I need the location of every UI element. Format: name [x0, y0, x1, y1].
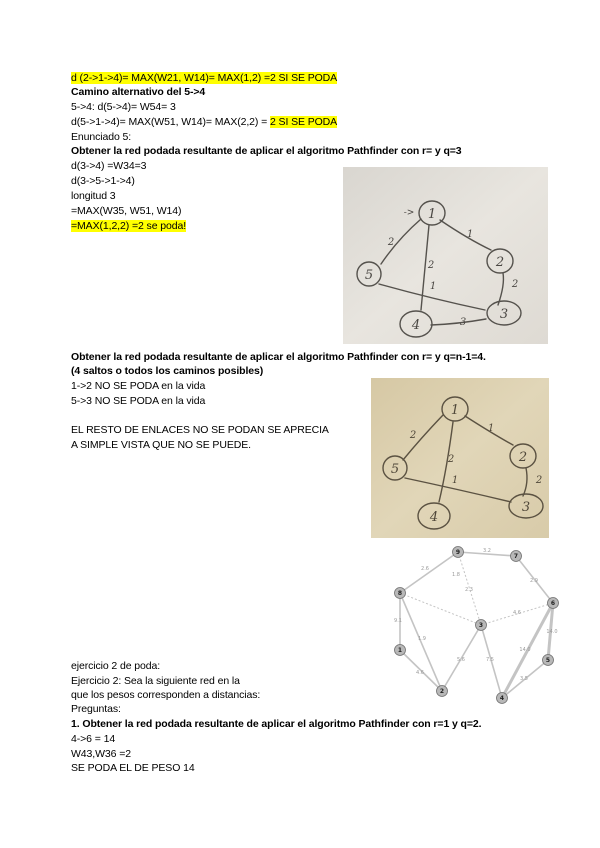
node-2-label: 2 — [439, 688, 445, 695]
weight-1-2: 1 — [487, 423, 495, 434]
weight-6-5: 14.0 — [546, 629, 558, 635]
line-1 — [71, 72, 337, 85]
weight-3-6: 4.6 — [513, 610, 521, 616]
arrow-mark: -> — [403, 208, 415, 218]
weight-1-2: 4.6 — [416, 670, 424, 676]
sketch-2-svg — [371, 378, 549, 538]
weight-8-2: 1.9 — [418, 636, 426, 642]
line-24: W43,W36 =2 — [71, 748, 131, 760]
line-17: A SIMPLE VISTA QUE NO SE PUEDE. — [71, 439, 251, 451]
line-11 — [71, 220, 186, 233]
weight-8-3: 2.3 — [465, 587, 473, 593]
weight-1-5: 2 — [387, 237, 395, 248]
node-3-label: 3 — [499, 307, 509, 322]
line-10: =MAX(W35, W51, W14) — [71, 205, 182, 217]
line-6: Obtener la red podada resultante de aplicar el algoritmo Pathfinder con r= y q=3 — [71, 145, 462, 157]
weight-8-1: 9.1 — [394, 618, 402, 624]
weight-9-8: 2.6 — [421, 566, 429, 572]
weight-3-2: 5.6 — [457, 657, 465, 663]
sketch-photo-1 — [343, 167, 548, 344]
line-2: Camino alternativo del 5->4 — [71, 86, 206, 98]
weight-1-5: 2 — [409, 430, 417, 441]
highlight: =MAX(1,2,2) =2 se poda! — [71, 220, 187, 232]
node-1-label: 1 — [450, 403, 460, 418]
node-6-label: 6 — [550, 600, 556, 607]
line-23: 4->6 = 14 — [71, 733, 116, 745]
weight-5-3: 1 — [429, 281, 437, 292]
node-5-label: 5 — [364, 268, 374, 283]
network-diagram — [386, 540, 562, 712]
weight-1-4: 2 — [427, 260, 435, 271]
node-5-label: 5 — [545, 657, 551, 664]
edge-9-8 — [400, 552, 458, 593]
line-4 — [71, 116, 337, 129]
weight-9-3: 1.8 — [452, 572, 460, 578]
weight-3-4: 7.5 — [486, 657, 494, 663]
node-4-label: 4 — [411, 318, 421, 333]
weight-7-6: 2.9 — [530, 578, 538, 584]
node-3-label: 3 — [478, 622, 484, 629]
weight-2-3: 2 — [511, 279, 519, 290]
network-svg — [386, 540, 562, 712]
highlight: 2 SI SE PODA — [269, 116, 338, 128]
weight-9-7: 3.2 — [483, 548, 491, 554]
node-7-label: 7 — [513, 553, 519, 560]
node-1-label: 1 — [427, 207, 437, 222]
node-2-label: 2 — [518, 450, 528, 465]
line-22: 1. Obtener la red podada resultante de aplicar el algoritmo Pathfinder con r=1 y q=2. — [71, 718, 482, 730]
line-14: 1->2 NO SE PODA en la vida — [71, 380, 206, 392]
highlight: d (2->1->4)= MAX(W21, W14)= MAX(1,2) =2 SI SE PODA — [71, 72, 338, 84]
node-2-label: 2 — [495, 255, 505, 270]
line-18: ejercicio 2 de poda: — [71, 660, 161, 672]
sketch-photo-2 — [371, 378, 549, 538]
line-16: EL RESTO DE ENLACES NO SE PODAN SE APRECIA — [71, 424, 329, 436]
sketch-1-svg — [343, 167, 548, 344]
line-12: Obtener la red podada resultante de aplicar el algoritmo Pathfinder con r= y q=n-1=4. — [71, 351, 486, 363]
line-15: 5->3 NO SE PODA en la vida — [71, 395, 206, 407]
weight-6-4: 14.0 — [519, 647, 531, 653]
weight-4-3: 3 — [459, 317, 467, 328]
weight-5-4: 3.5 — [520, 676, 528, 682]
weight-2-3: 2 — [535, 475, 543, 486]
node-1-label: 1 — [397, 647, 403, 654]
node-9-label: 9 — [455, 549, 461, 556]
line-25: SE PODA EL DE PESO 14 — [71, 762, 195, 774]
line-8: d(3->5->1->4) — [71, 175, 135, 187]
node-4-label: 4 — [499, 695, 505, 702]
weight-1-2: 1 — [466, 229, 474, 240]
line-9: longitud 3 — [71, 190, 116, 202]
node-8-label: 8 — [397, 590, 403, 597]
paper-bg — [343, 167, 548, 344]
node-5-label: 5 — [390, 462, 400, 477]
line-7: d(3->4) =W34=3 — [71, 160, 147, 172]
line-4-text: d(5->1->4)= MAX(W51, W14)= MAX(2,2) = — [71, 116, 270, 128]
line-21: Preguntas: — [71, 703, 121, 715]
line-13: (4 saltos o todos los caminos posibles) — [71, 365, 264, 377]
weight-5-3: 1 — [451, 475, 459, 486]
weight-1-4: 2 — [447, 454, 455, 465]
node-3-label: 3 — [521, 500, 531, 515]
node-4-label: 4 — [429, 510, 439, 525]
line-19: Ejercicio 2: Sea la siguiente red en la — [71, 675, 240, 687]
line-20: que los pesos corresponden a distancias: — [71, 689, 261, 701]
line-3: 5->4: d(5->4)= W54= 3 — [71, 101, 176, 113]
line-5: Enunciado 5: — [71, 131, 132, 143]
